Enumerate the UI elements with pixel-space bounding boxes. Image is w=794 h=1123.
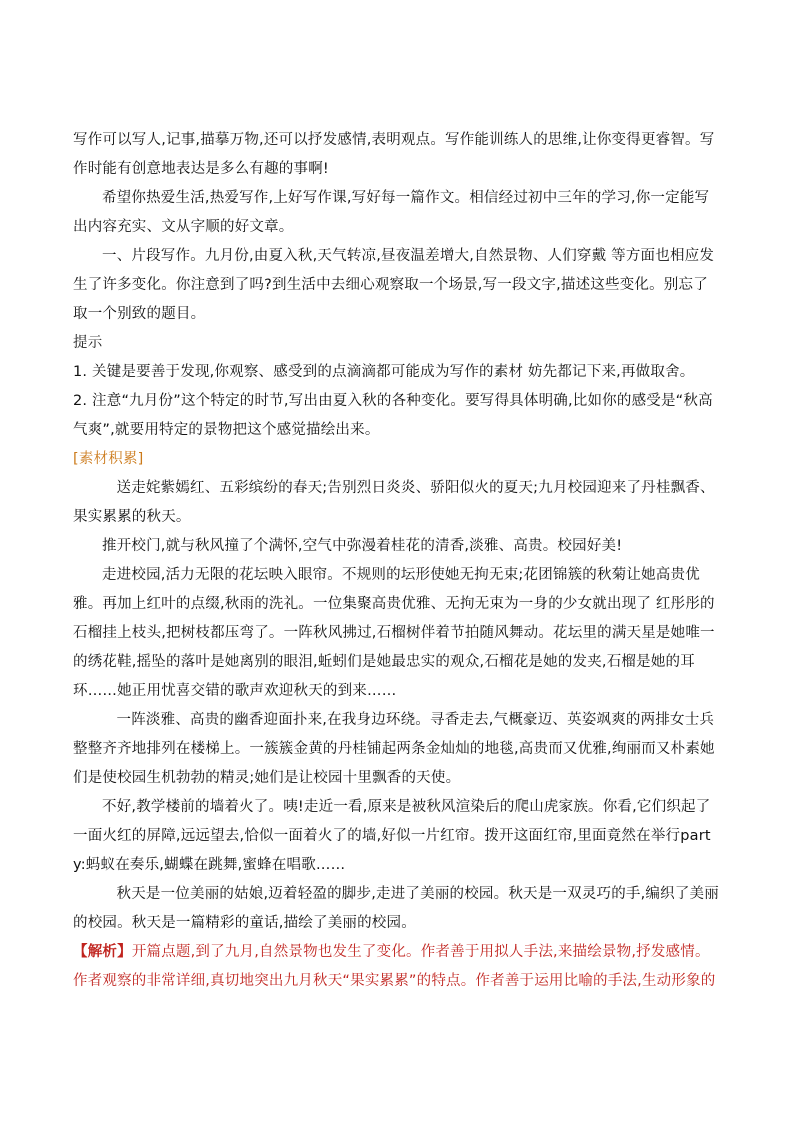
material-paragraph-5: 不好,教学楼前的墙着火了。咦!走近一看,原来是被秋风渲染后的爬山虎家族。你看,它们织起了一面火红的屏障,远远望去,恰似一面着火了的墙,好似一片红帘。拨开这面红帘,里面竟然在举行party:蚂蚁在奏乐,蝴蝶在跳舞,蜜蜂在唱歌…… <box>73 799 711 873</box>
material-paragraph-2: 推开校门,就与秋风撞了个满怀,空气中弥漫着桂花的清香,淡雅、高贵。校园好美! <box>102 538 623 554</box>
tip-item-2: 2. 注意“九月份”这个特定的时节,写出由夏入秋的各种变化。要写得具体明确,比如你的感受是“秋高气爽”,就要用特定的景物把这个感觉描绘出来。 <box>73 393 713 438</box>
material-paragraph-1: 送走姹紫嫣红、五彩缤纷的春天;告别烈日炎炎、骄阳似火的夏天;九月校园迎来了丹桂飘香、果实累累的秋天。 <box>73 480 715 525</box>
analysis-paragraph <box>73 938 721 996</box>
intro-paragraph-1: 写作可以写人,记事,描摹万物,还可以抒发感情,表明观点。写作能训练人的思维,让你变得更睿智。写作时能有创意地表达是多么有趣的事啊! <box>73 132 715 177</box>
material-paragraph-3: 走进校园,活力无限的花坛映入眼帘。不规则的坛形使她无拘无束;花团锦簇的秋菊让她高贵优雅。再加上红叶的点缀,秋雨的洗礼。一位集聚高贵优雅、无拘无束为一身的少女就出现了 红彤彤的石榴挂上枝头,把树枝都压弯了。一阵秋风拂过,石榴树伴着节拍随风舞动。花坛里的满天星是她唯一的绣花鞋,摇坠的落叶是她离别的眼泪,蚯蚓们是她最忠实的观众,石榴花是她的发夹,石榴是她的耳环……她正用忧喜交错的歌声欢迎秋天的到来…… <box>73 567 715 699</box>
task-paragraph: 一、片段写作。九月份,由夏入秋,天气转凉,昼夜温差增大,自然景物、人们穿戴 等方面也相应发生了许多变化。你注意到了吗?到生活中去细心观察取一个场景,写一段文字,描述这些变化。别忘了取一个别致的题目。 <box>73 248 715 322</box>
tip-item-1: 1. 关键是要善于发现,你观察、感受到的点滴滴都可能成为写作的素材 妨先都记下来,再做取舍。 <box>73 364 695 380</box>
material-section-tag: [素材积累] <box>73 451 144 467</box>
material-paragraph-4: 一阵淡雅、高贵的幽香迎面扑来,在我身边环绕。寻香走去,气概豪迈、英姿飒爽的两排女士兵整整齐齐地排列在楼梯上。一簇簇金黄的丹桂铺起两条金灿灿的地毯,高贵而又优雅,绚丽而又朴素她们是使校园生机勃勃的精灵;她们是让校园十里飘香的天使。 <box>73 712 715 786</box>
analysis-tag: 【解析】 <box>73 944 132 960</box>
intro-paragraph-2: 希望你热爱生活,热爱写作,上好写作课,写好每一篇作文。相信经过初中三年的学习,你一定能写出内容充实、文从字顺的好文章。 <box>73 190 710 235</box>
analysis-text: 开篇点题,到了九月,自然景物也发生了变化。作者善于用拟人手法,来描绘景物,抒发感情。作者观察的非常详细,真切地突出九月秋天“果实累累”的特点。作者善于运用比喻的手法,生动形象的 <box>73 944 716 989</box>
document-body <box>73 126 721 996</box>
material-paragraph-6: 秋天是一位美丽的姑娘,迈着轻盈的脚步,走进了美丽的校园。秋天是一双灵巧的手,编织了美丽的校园。秋天是一篇精彩的童话,描绘了美丽的校园。 <box>73 886 719 931</box>
tips-heading: 提示 <box>73 335 103 351</box>
